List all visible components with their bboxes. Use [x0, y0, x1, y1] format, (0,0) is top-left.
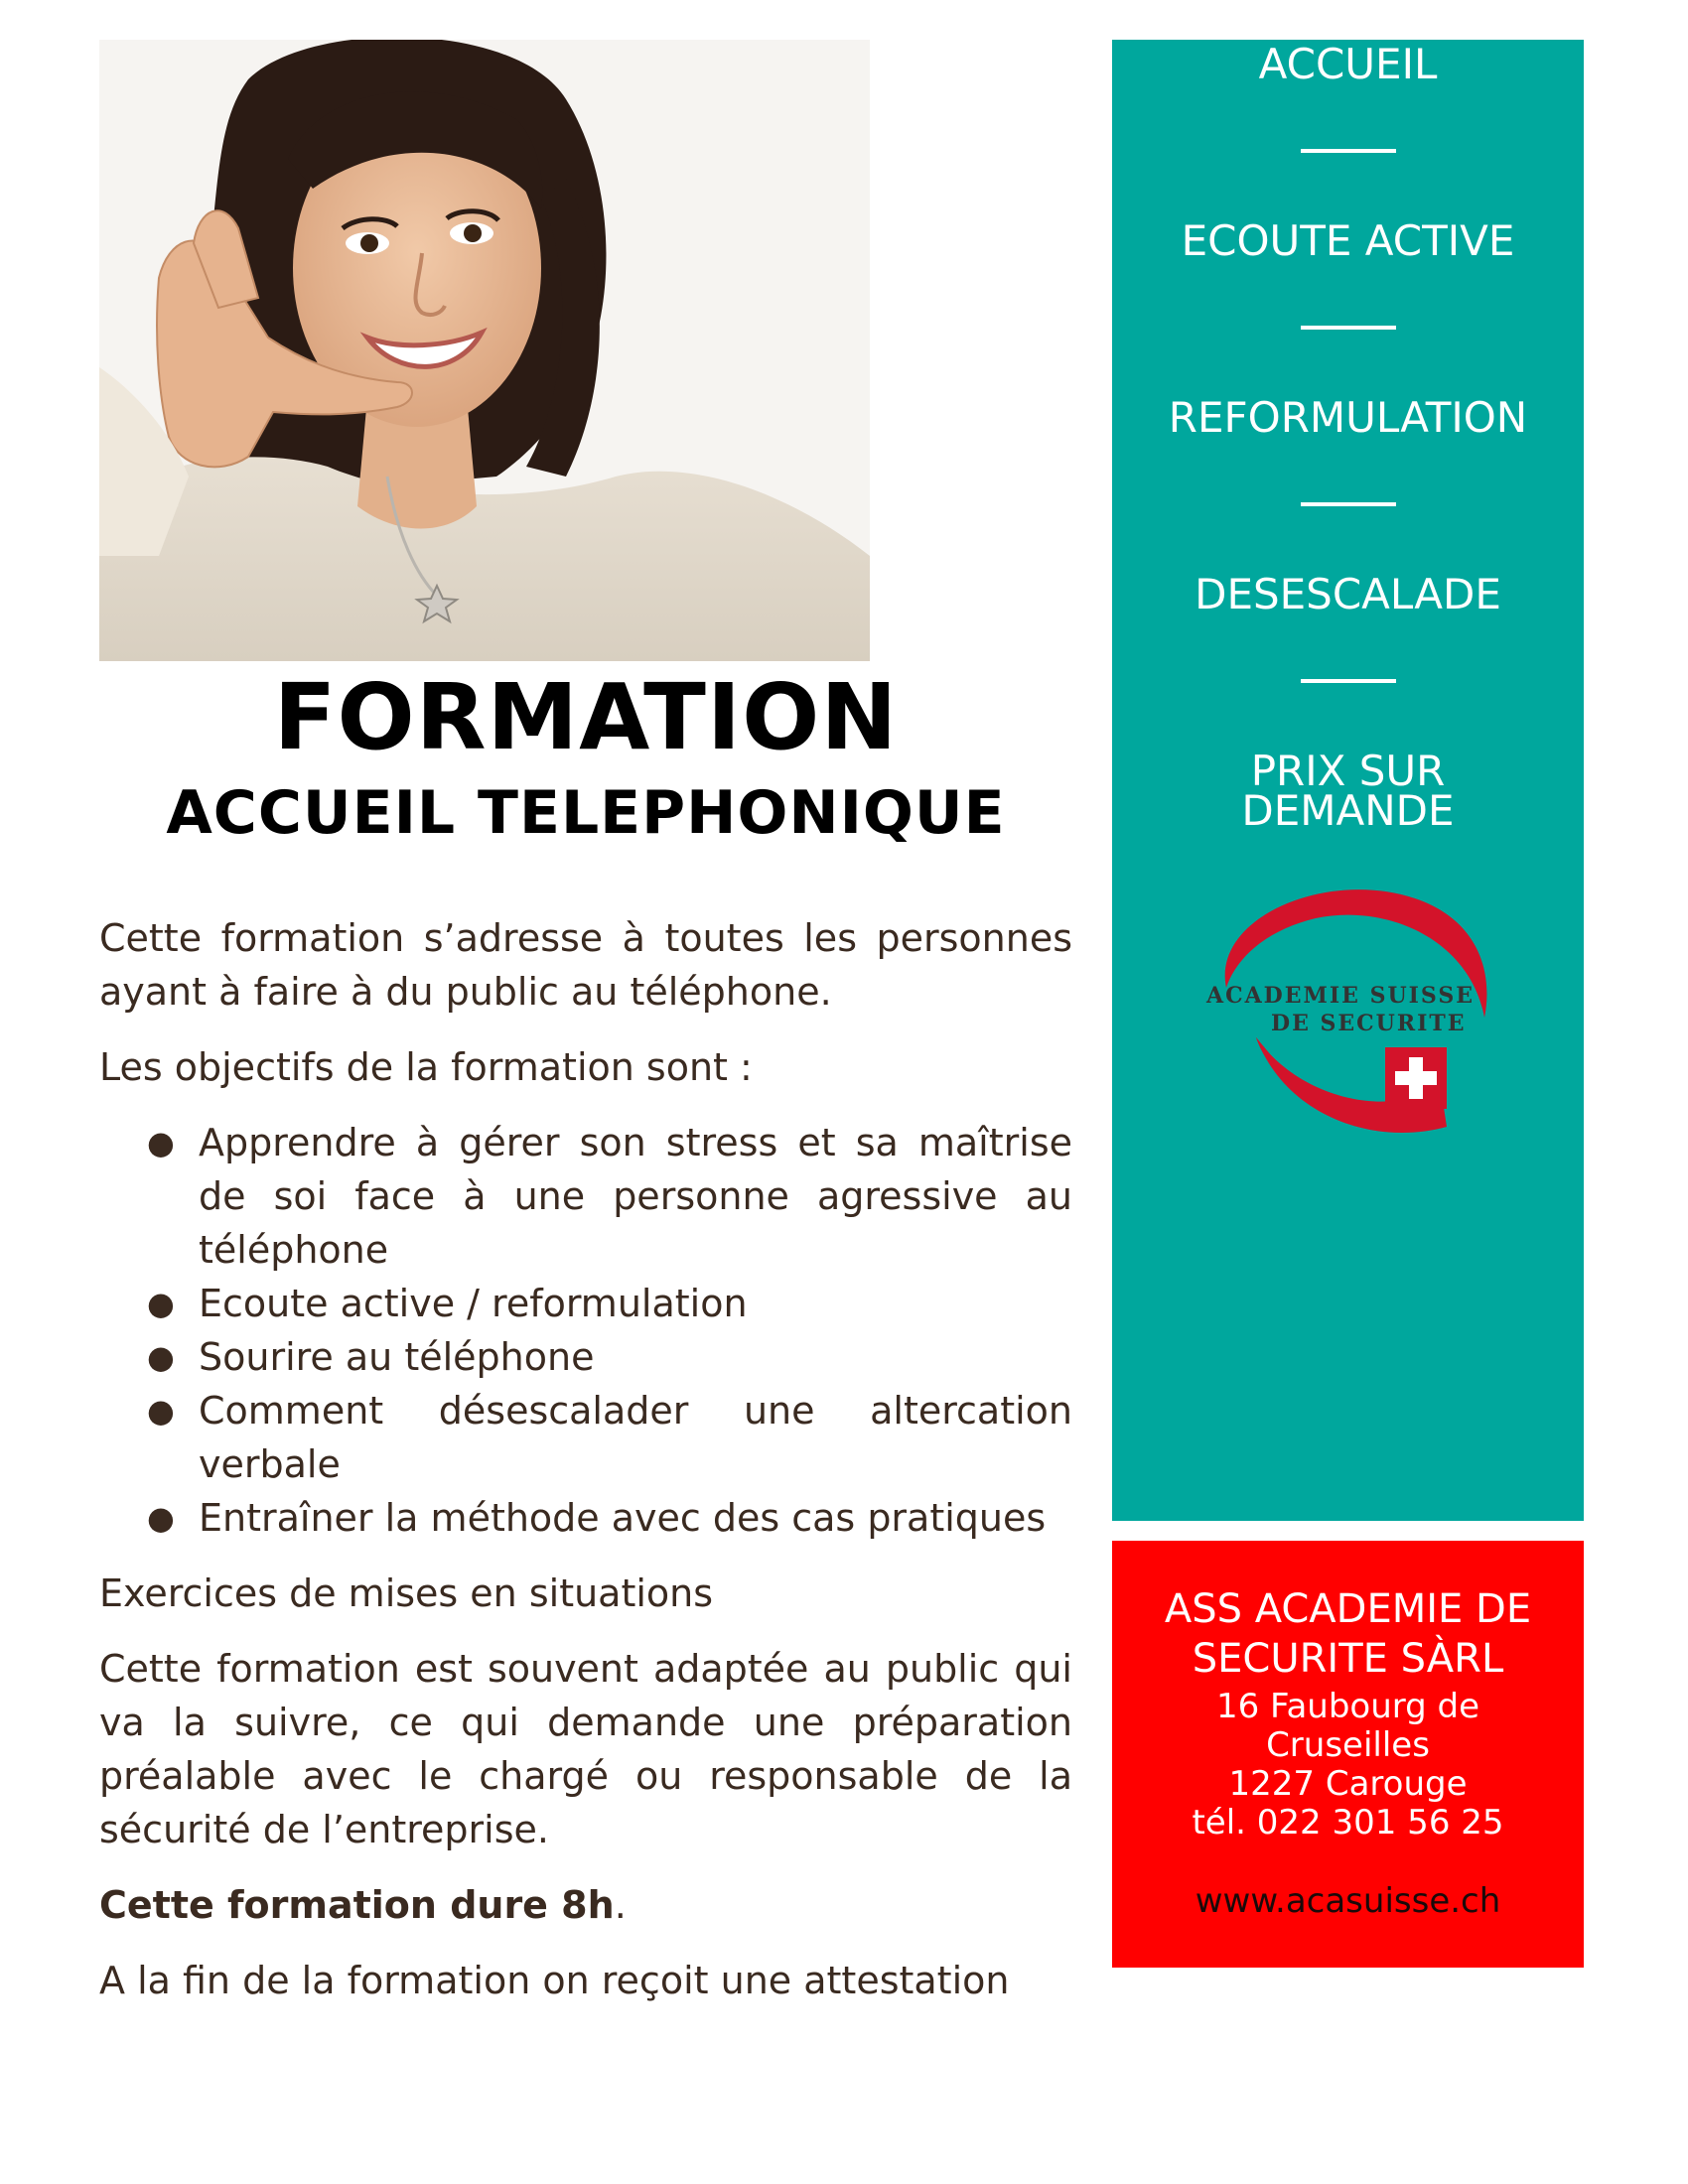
- objectives-list: [99, 1116, 1072, 1545]
- phone-number: tél. 022 301 56 25: [1192, 1803, 1504, 1843]
- topics-sidebar: [1112, 40, 1584, 1521]
- bullet-icon: ●: [147, 1338, 175, 1376]
- duration-paragraph: [99, 1878, 1072, 1932]
- logo-text-line-2: DE SECURITE: [1271, 1011, 1467, 1036]
- company-name-line-1: ASS ACADEMIE DE: [1164, 1586, 1532, 1632]
- list-item: [147, 1116, 1072, 1277]
- sidebar-divider: [1301, 149, 1396, 153]
- sidebar-item-reformulation: REFORMULATION: [1168, 393, 1528, 442]
- duration-end-text: .: [614, 1883, 627, 1927]
- bullet-icon: ●: [147, 1285, 175, 1322]
- list-item-text: Ecoute active / reformulation: [199, 1282, 748, 1325]
- list-item-text: Entraîner la méthode avec des cas pratiques: [199, 1496, 1047, 1540]
- website-link[interactable]: www.acasuisse.ch: [1195, 1881, 1501, 1921]
- page-subtitle: ACCUEIL TELEPHONIQUE: [166, 778, 1006, 848]
- hero-photo: [99, 40, 870, 661]
- intro-paragraph: Cette formation s’adresse à toutes les personnes ayant à faire à du public au téléphone.: [99, 916, 1072, 1014]
- list-item: [147, 1277, 1072, 1330]
- company-name: [1112, 1584, 1584, 1684]
- sidebar-divider: [1301, 326, 1396, 330]
- company-name-line-2: SECURITE SÀRL: [1192, 1636, 1504, 1682]
- address-line-3: 1227 Carouge: [1228, 1764, 1468, 1804]
- list-item: [147, 1491, 1072, 1545]
- list-item: [147, 1384, 1072, 1491]
- sidebar-divider: [1301, 502, 1396, 506]
- sidebar-item-accueil: ACCUEIL: [1258, 40, 1438, 88]
- price-line-2: DEMANDE: [1241, 786, 1455, 835]
- list-item: [147, 1330, 1072, 1384]
- adaptation-paragraph: Cette formation est souvent adaptée au public qui va la suivre, ce qui demande une préparation préalable avec le chargé ou responsable de la sécurité de l’entreprise.: [99, 1647, 1072, 1851]
- duration-bold-text: Cette formation dure 8h: [99, 1883, 615, 1927]
- woman-on-phone-illustration: [99, 40, 870, 661]
- main-content: [99, 911, 1072, 2029]
- exercises-paragraph: Exercices de mises en situations: [99, 1571, 714, 1615]
- list-item-text: Apprendre à gérer son stress et sa maîtrise de soi face à une personne agressive au téléphone: [199, 1121, 1072, 1272]
- objectives-label: Les objectifs de la formation sont :: [99, 1045, 753, 1089]
- bullet-icon: ●: [147, 1124, 175, 1161]
- bullet-icon: ●: [147, 1392, 175, 1430]
- contact-panel: [1112, 1541, 1584, 1968]
- address-line-2: Cruseilles: [1266, 1725, 1430, 1765]
- price-line-1: PRIX SUR: [1250, 747, 1446, 795]
- bullet-icon: ●: [147, 1499, 175, 1537]
- sidebar-item-desescalade: DESESCALADE: [1195, 570, 1501, 618]
- page-title: FORMATION: [273, 664, 899, 770]
- list-item-text: Sourire au téléphone: [199, 1335, 595, 1379]
- address-line-1: 16 Faubourg de: [1215, 1687, 1480, 1726]
- logo-text-line-1: ACADEMIE SUISSE: [1206, 983, 1475, 1009]
- sidebar-item-ecoute-active: ECOUTE ACTIVE: [1181, 216, 1515, 265]
- certificate-paragraph: A la fin de la formation on reçoit une attestation: [99, 1959, 1010, 2002]
- list-item-text: Comment désescalader une altercation verbale: [199, 1389, 1072, 1486]
- academie-logo: [1187, 879, 1514, 1137]
- sidebar-divider: [1301, 679, 1396, 683]
